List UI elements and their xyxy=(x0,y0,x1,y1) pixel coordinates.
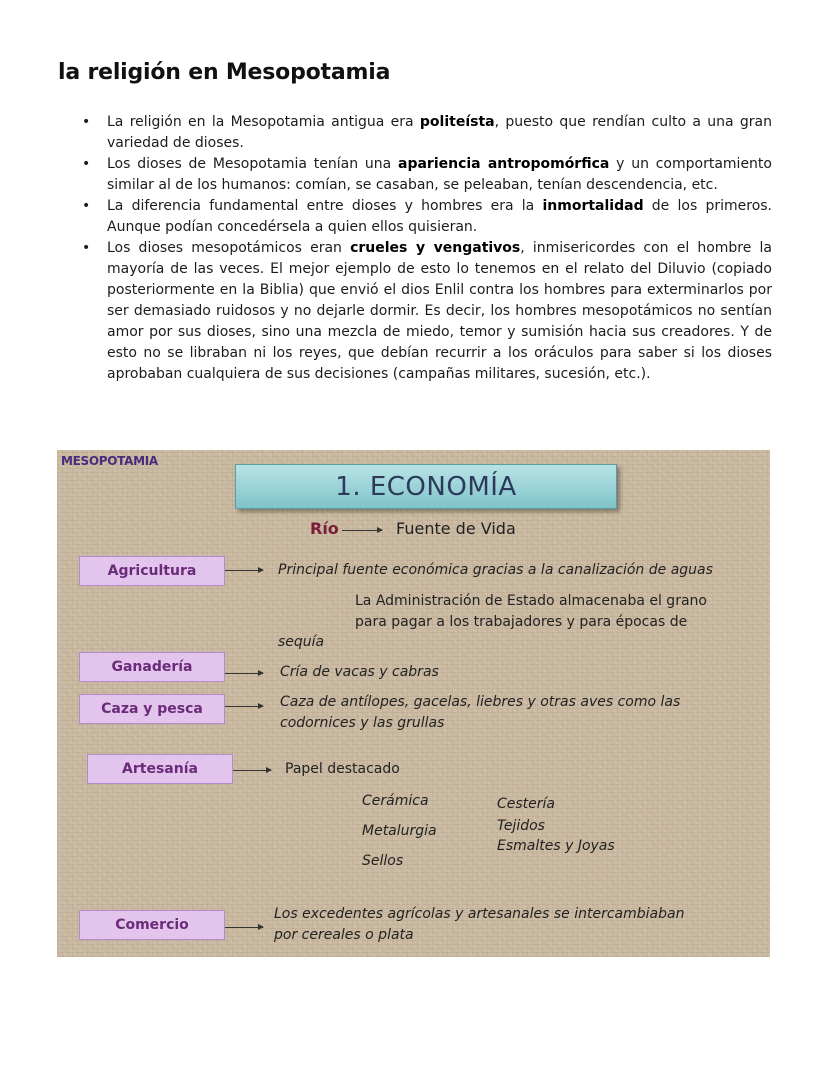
bold-term: politeísta xyxy=(419,114,495,130)
bullet-icon: • xyxy=(82,156,91,172)
artesania-item: Esmaltes y Joyas xyxy=(497,838,615,854)
bold-term: crueles y vengativos xyxy=(350,240,521,256)
economy-infographic xyxy=(57,450,770,957)
religion-bullet-list xyxy=(82,112,772,385)
bold-term: inmortalidad xyxy=(542,198,644,214)
economy-banner: 1. ECONOMÍA xyxy=(235,464,617,509)
artesania-box: Artesanía xyxy=(87,754,233,784)
bullet-icon: • xyxy=(82,240,91,256)
arrow-icon xyxy=(233,770,271,771)
bold-term: apariencia antropomórfica xyxy=(398,156,610,172)
artesania-item: Sellos xyxy=(362,853,404,869)
bullet-item: • La religión en la Mesopotamia antigua era politeísta, puesto que rendían culto a una gran variedad de dioses. xyxy=(82,114,773,151)
arrow-icon xyxy=(225,706,263,707)
agricultura-text: Principal fuente económica gracias a la canalización de aguas xyxy=(278,562,713,578)
artesania-item: Cestería xyxy=(497,796,556,812)
agricultura-sub-3: sequía xyxy=(278,634,325,650)
artesania-item: Cerámica xyxy=(362,793,429,809)
agricultura-sub-2: para pagar a los trabajadores y para épocas de xyxy=(355,614,688,630)
ganaderia-text: Cría de vacas y cabras xyxy=(280,664,439,680)
rio-label: Río xyxy=(310,519,339,538)
caza-pesca-box: Caza y pesca xyxy=(79,694,225,724)
bullet-item: • La diferencia fundamental entre dioses y hombres era la inmortalidad de los primeros. Aunque podían concedérsela a quien ellos quisieran. xyxy=(82,198,773,235)
bullet-icon: • xyxy=(82,114,91,130)
arrow-icon xyxy=(225,570,263,571)
artesania-item: Metalurgia xyxy=(362,823,437,839)
artesania-item: Tejidos xyxy=(497,818,545,834)
bullet-item: • Los dioses mesopotámicos eran crueles y vengativos, inmisericordes con el hombre la mayoría de las veces. El mejor ejemplo de esto lo tenemos en el relato del Diluvio (copiado posteriormente en la Biblia) que envió el dios Enlil contra los hombres para exterminarlos por ser demasiado ruidosos y no dejarle dormir. Es decir, los hombres mesopotámicos no sentían amor por sus dioses, sino una mezcla de miedo, temor y sumisión hacia sus creadores. Y de esto no se libraban ni los reyes, que debían recurrir a los oráculos para saber si los dioses aprobaban cualquiera de sus decisiones (campañas militares, sucesión, etc.). xyxy=(82,240,772,382)
corner-label: MESOPOTAMIA xyxy=(61,454,158,468)
arrow-icon xyxy=(342,530,382,531)
caza-pesca-text-2: codornices y las grullas xyxy=(280,715,445,731)
ganaderia-box: Ganadería xyxy=(79,652,225,682)
rio-text: Fuente de Vida xyxy=(396,519,516,538)
bullet-item: • Los dioses de Mesopotamia tenían una apariencia antropomórfica y un comportamiento similar al de los humanos: comían, se casaban, se peleaban, tenían descendencia, etc. xyxy=(82,156,772,193)
agricultura-sub-1: La Administración de Estado almacenaba el grano xyxy=(355,593,707,609)
caza-pesca-text-1: Caza de antílopes, gacelas, liebres y otras aves como las xyxy=(280,694,681,710)
page-title: la religión en Mesopotamia xyxy=(58,60,391,85)
artesania-text: Papel destacado xyxy=(285,761,400,777)
comercio-text-2: por cereales o plata xyxy=(274,927,414,943)
arrow-icon xyxy=(225,927,263,928)
bullet-icon: • xyxy=(82,198,91,214)
agricultura-box: Agricultura xyxy=(79,556,225,586)
comercio-box: Comercio xyxy=(79,910,225,940)
comercio-text-1: Los excedentes agrícolas y artesanales se intercambiaban xyxy=(274,906,685,922)
arrow-icon xyxy=(225,673,263,674)
